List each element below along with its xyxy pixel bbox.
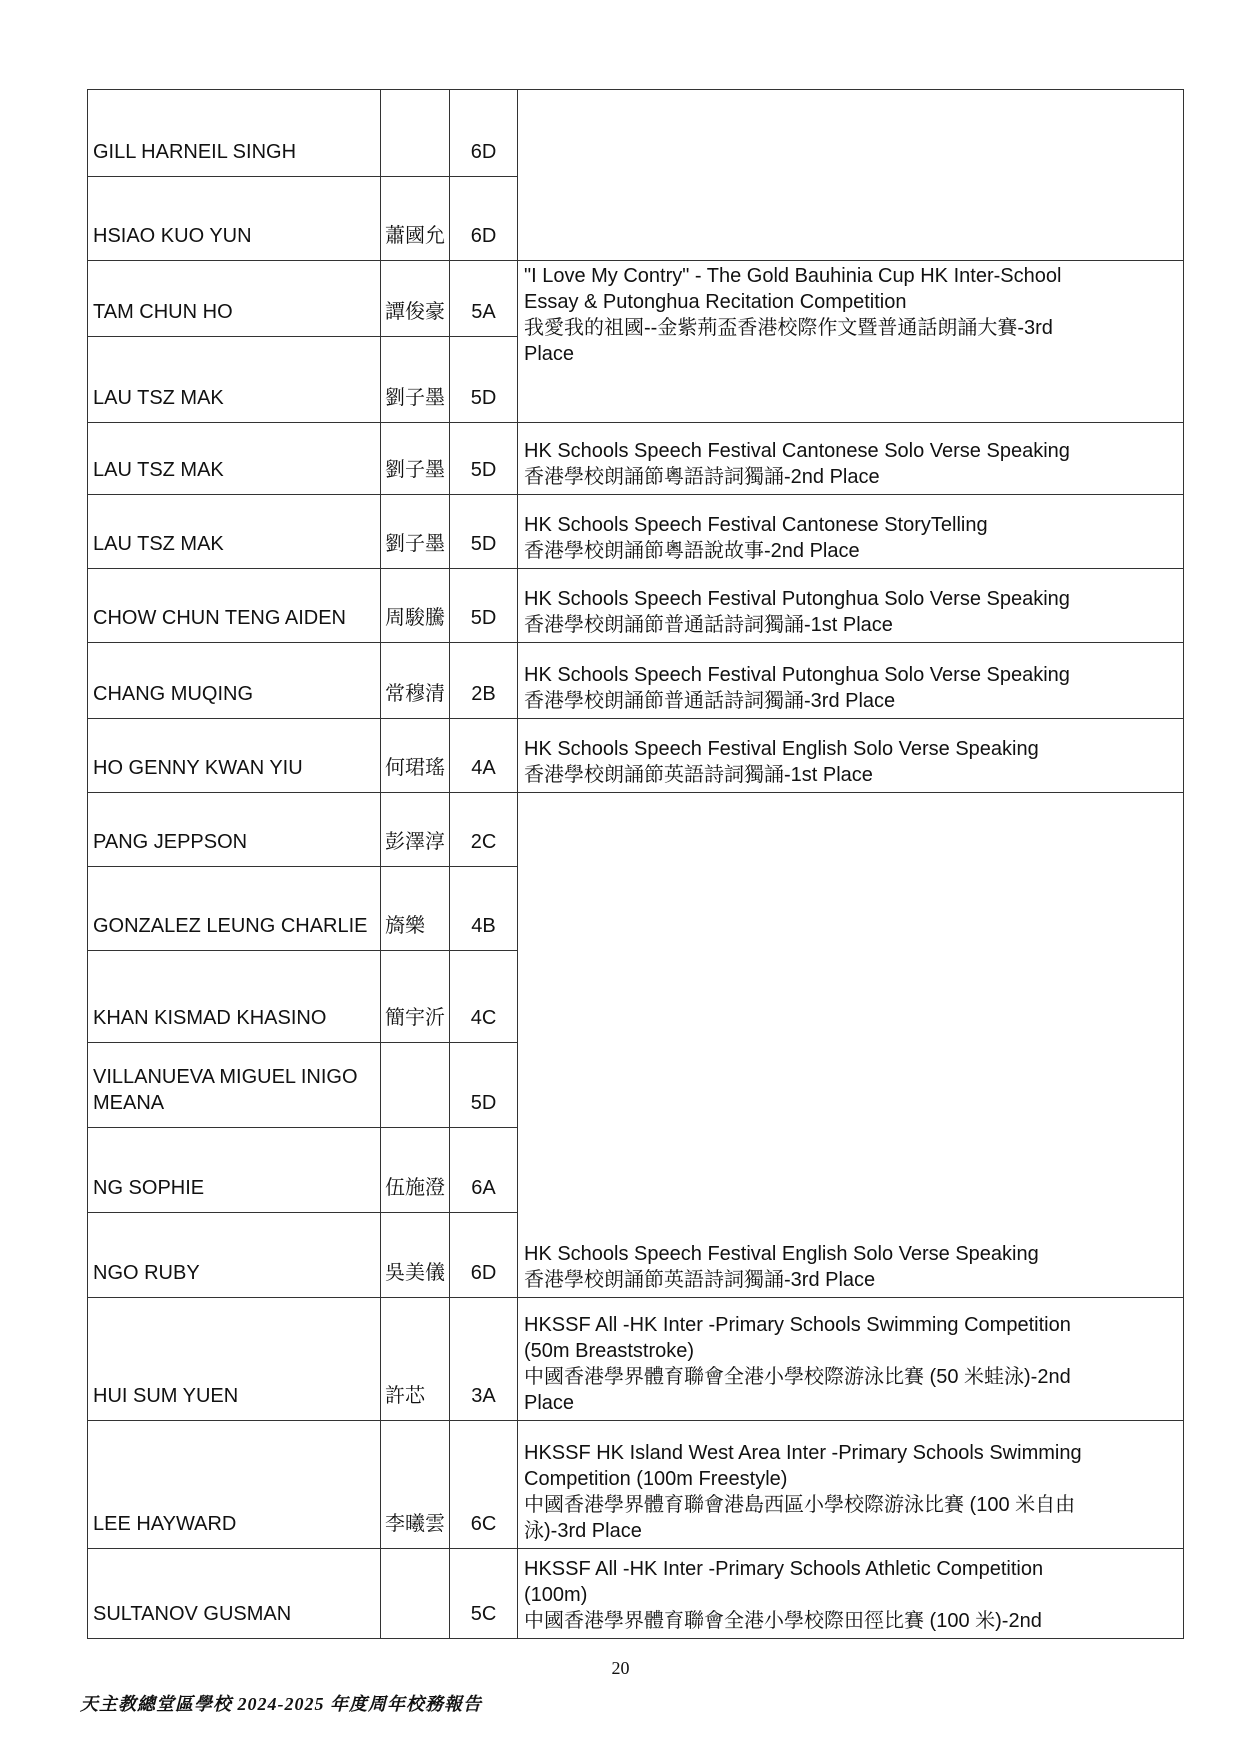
table-row — [88, 261, 1184, 337]
student-name-cell: HO GENNY KWAN YIU — [88, 719, 381, 793]
award-text-zh: 香港學校朗誦節普通話詩詞獨誦-1st Place — [524, 614, 893, 636]
award-text-en: HK Schools Speech Festival Putonghua Solo Verse Speaking — [524, 588, 1070, 610]
award-text-zh: 香港學校朗誦節英語詩詞獨誦-3rd Place — [524, 1269, 876, 1291]
class-cell: 6D — [450, 90, 518, 177]
award-text-en: HK Schools Speech Festival Cantonese StoryTelling — [524, 514, 988, 536]
class-cell: 6A — [450, 1128, 518, 1213]
student-name-cell: VILLANUEVA MIGUEL INIGO MEANA — [88, 1043, 381, 1128]
page-number: 20 — [611, 1658, 630, 1678]
chinese-name-cell: 吳美儀 — [381, 1213, 450, 1298]
award-text-zh: 中國香港學界體育聯會港島西區小學校際游泳比賽 (100 米自由泳)-3rd Place — [524, 1494, 1076, 1542]
class-cell: 5D — [450, 337, 518, 423]
award-text-zh: 香港學校朗誦節普通話詩詞獨誦-3rd Place — [524, 690, 896, 712]
chinese-name-cell: 伍施澄 — [381, 1128, 450, 1213]
award-text-zh: 香港學校朗誦節英語詩詞獨誦-1st Place — [524, 764, 873, 786]
class-cell: 3A — [450, 1298, 518, 1421]
class-cell: 2B — [450, 643, 518, 719]
student-name-cell: LAU TSZ MAK — [88, 423, 381, 495]
student-name-cell: SULTANOV GUSMAN — [88, 1549, 381, 1639]
class-cell: 5D — [450, 423, 518, 495]
class-cell: 6D — [450, 1213, 518, 1298]
chinese-name-cell: 譚俊豪 — [381, 261, 450, 337]
student-name-cell: CHOW CHUN TENG AIDEN — [88, 569, 381, 643]
table-row — [88, 569, 1184, 643]
award-text-en: HKSSF All -HK Inter -Primary Schools Athletic Competition (100m) — [524, 1558, 1044, 1606]
award-text-en: HK Schools Speech Festival English Solo Verse Speaking — [524, 1243, 1039, 1265]
award-cell — [518, 1421, 1184, 1549]
chinese-name-cell: 常穆清 — [381, 643, 450, 719]
class-cell: 6D — [450, 177, 518, 261]
chinese-name-cell: 何珺瑤 — [381, 719, 450, 793]
chinese-name-cell — [381, 1043, 450, 1128]
student-name-cell: NG SOPHIE — [88, 1128, 381, 1213]
table-row — [88, 423, 1184, 495]
award-cell — [518, 261, 1184, 423]
award-text-en: HKSSF All -HK Inter -Primary Schools Swimming Competition (50m Breaststroke) — [524, 1314, 1071, 1362]
award-text-en: HK Schools Speech Festival Putonghua Solo Verse Speaking — [524, 664, 1070, 686]
table-row — [88, 495, 1184, 569]
award-text-en: HK Schools Speech Festival Cantonese Solo Verse Speaking — [524, 440, 1070, 462]
award-cell — [518, 1298, 1184, 1421]
table-row — [88, 90, 1184, 177]
award-cell — [518, 643, 1184, 719]
class-cell: 5A — [450, 261, 518, 337]
class-cell: 6C — [450, 1421, 518, 1549]
award-cell — [518, 569, 1184, 643]
class-cell: 2C — [450, 793, 518, 867]
award-cell — [518, 495, 1184, 569]
award-cell — [518, 719, 1184, 793]
award-text-zh: 中國香港學界體育聯會全港小學校際游泳比賽 (50 米蛙泳)-2nd Place — [524, 1366, 1071, 1414]
student-name-cell: TAM CHUN HO — [88, 261, 381, 337]
award-text-zh: 我愛我的祖國--金紫荊盃香港校際作文暨普通話朗誦大賽-3rd Place — [524, 317, 1053, 365]
award-text-en: HK Schools Speech Festival English Solo Verse Speaking — [524, 738, 1039, 760]
table-row — [88, 719, 1184, 793]
award-text-zh: 香港學校朗誦節粵語詩詞獨誦-2nd Place — [524, 466, 880, 488]
chinese-name-cell: 劉子墨 — [381, 495, 450, 569]
class-cell: 5D — [450, 495, 518, 569]
chinese-name-cell: 劉子墨 — [381, 423, 450, 495]
class-cell: 5D — [450, 1043, 518, 1128]
student-name-cell: GILL HARNEIL SINGH — [88, 90, 381, 177]
student-name-cell: HUI SUM YUEN — [88, 1298, 381, 1421]
student-name-cell: LAU TSZ MAK — [88, 495, 381, 569]
report-footer: 天主教總堂區學校 2024-2025 年度周年校務報告 — [80, 1694, 482, 1714]
award-cell — [518, 793, 1184, 1298]
chinese-name-cell: 李曦雲 — [381, 1421, 450, 1549]
class-cell: 4B — [450, 867, 518, 951]
award-text-zh: 中國香港學界體育聯會全港小學校際田徑比賽 (100 米)-2nd — [524, 1610, 1042, 1632]
chinese-name-cell: 旖樂 — [381, 867, 450, 951]
table-row — [88, 793, 1184, 867]
chinese-name-cell: 許芯 — [381, 1298, 450, 1421]
student-name-cell: CHANG MUQING — [88, 643, 381, 719]
class-cell: 4C — [450, 951, 518, 1043]
student-name-cell: PANG JEPPSON — [88, 793, 381, 867]
award-text-en: HKSSF HK Island West Area Inter -Primary Schools Swimming Competition (100m Freestyle) — [524, 1442, 1082, 1490]
chinese-name-cell — [381, 90, 450, 177]
chinese-name-cell: 劉子墨 — [381, 337, 450, 423]
class-cell: 4A — [450, 719, 518, 793]
student-name-cell: LAU TSZ MAK — [88, 337, 381, 423]
table-row — [88, 1421, 1184, 1549]
award-text-zh: 香港學校朗誦節粵語說故事-2nd Place — [524, 540, 860, 562]
class-cell: 5C — [450, 1549, 518, 1639]
table-row — [88, 1298, 1184, 1421]
student-name-cell: KHAN KISMAD KHASINO — [88, 951, 381, 1043]
student-name-cell: NGO RUBY — [88, 1213, 381, 1298]
award-cell — [518, 423, 1184, 495]
class-cell: 5D — [450, 569, 518, 643]
table-row — [88, 1549, 1184, 1639]
award-text-en: "I Love My Contry" - The Gold Bauhinia Cup HK Inter-School Essay & Putonghua Recitation Competition — [524, 265, 1062, 313]
student-name-cell: LEE HAYWARD — [88, 1421, 381, 1549]
chinese-name-cell: 簡宇沂 — [381, 951, 450, 1043]
chinese-name-cell — [381, 1549, 450, 1639]
award-cell — [518, 90, 1184, 261]
awards-table — [87, 89, 1184, 1639]
student-name-cell: GONZALEZ LEUNG CHARLIE — [88, 867, 381, 951]
award-cell — [518, 1549, 1184, 1639]
chinese-name-cell: 周駿騰 — [381, 569, 450, 643]
table-row — [88, 643, 1184, 719]
chinese-name-cell: 蕭國允 — [381, 177, 450, 261]
chinese-name-cell: 彭澤淳 — [381, 793, 450, 867]
student-name-cell: HSIAO KUO YUN — [88, 177, 381, 261]
